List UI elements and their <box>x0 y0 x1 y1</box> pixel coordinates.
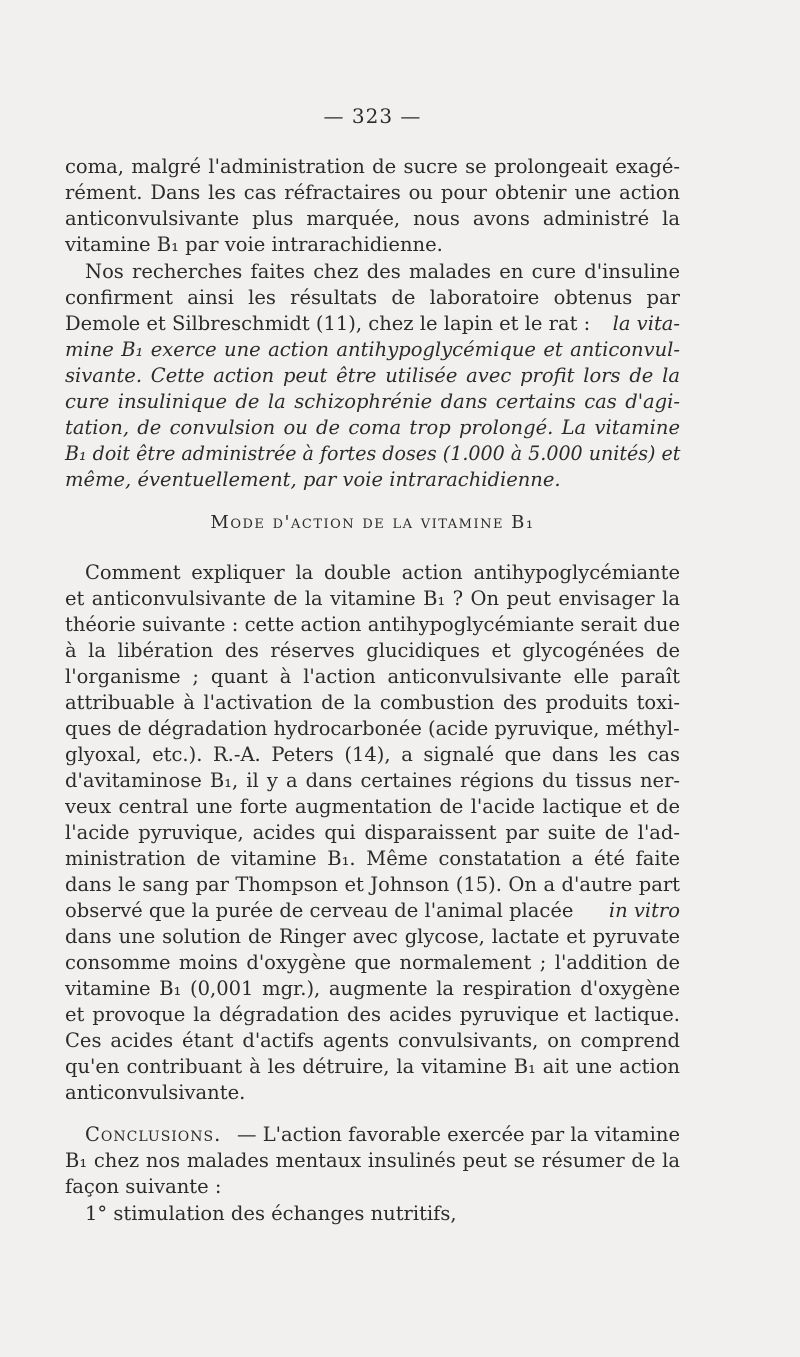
text-line: ministration de vitamine B₁. Même constatation a été faite <box>65 847 680 870</box>
text-line: qu'en contribuant à les détruire, la vitamine B₁ ait une action <box>65 1055 680 1078</box>
page-number: — 323 — <box>323 104 422 128</box>
text-roman: — L'action favorable exercée par la vitamine <box>237 1123 680 1146</box>
text-line: façon suivante : <box>65 1175 222 1198</box>
text-line-italic: même, éventuellement, par voie intrarachidienne. <box>65 468 561 491</box>
text-line-mixed <box>65 311 680 336</box>
text-line: et anticonvulsivante de la vitamine B₁ ? On peut envisager la <box>65 587 680 610</box>
text-line: et provoque la dégradation des acides pyruvique et lactique. <box>65 1003 680 1026</box>
text-italic: in vitro <box>608 899 680 922</box>
text-line: veux central une forte augmentation de l'acide lactique et de <box>65 795 680 818</box>
text-line: vitamine B₁ par voie intrarachidienne. <box>65 233 443 256</box>
text-roman: observé que la purée de cerveau de l'animal placée <box>65 899 574 922</box>
text-line: attribuable à l'activation de la combustion des produits toxi- <box>65 691 680 714</box>
text-line: à la libération des réserves glucidiques et glycogénées de <box>65 639 680 662</box>
text-italic: la vita- <box>612 312 680 335</box>
list-item: 1° stimulation des échanges nutritifs, <box>85 1202 457 1225</box>
text-line: consomme moins d'oxygène que normalement ; l'addition de <box>65 951 680 974</box>
text-line: dans le sang par Thompson et Johnson (15). On a d'autre part <box>65 873 680 896</box>
text-line: Nos recherches faites chez des malades en cure d'insuline <box>85 260 680 283</box>
text-line: vitamine B₁ (0,001 mgr.), augmente la respiration d'oxygène <box>65 977 680 1000</box>
text-line: rément. Dans les cas réfractaires ou pour obtenir une action <box>65 181 680 204</box>
text-line: l'acide pyruvique, acides qui disparaissent par suite de l'ad- <box>65 821 680 844</box>
text-line: d'avitaminose B₁, il y a dans certaines régions du tissus ner- <box>65 769 680 792</box>
text-line-italic: cure insulinique de la schizophrénie dans certains cas d'agi- <box>65 390 680 413</box>
text-line: glyoxal, etc.). R.-A. Peters (14), a signalé que dans les cas <box>65 743 680 766</box>
text-line: anticonvulsivante. <box>65 1081 246 1104</box>
text-line-italic: tation, de convulsion ou de coma trop prolongé. La vitamine <box>65 416 680 439</box>
text-line: Comment expliquer la double action antihypoglycémiante <box>85 561 680 584</box>
text-line-italic: B₁ doit être administrée à fortes doses (1.000 à 5.000 unités) et <box>65 442 681 465</box>
text-line-italic: mine B₁ exerce une action antihypoglycémique et anticonvul- <box>65 338 680 361</box>
text-line: ques de dégradation hydrocarbonée (acide pyruvique, méthyl- <box>65 717 680 740</box>
text-line: confirment ainsi les résultats de laboratoire obtenus par <box>65 286 680 309</box>
conclusions-label: Conclusions. <box>85 1123 222 1146</box>
text-line: Ces acides étant d'actifs agents convulsivants, on comprend <box>65 1029 680 1052</box>
section-heading: Mode d'action de la vitamine B₁ <box>210 512 535 533</box>
text-line: anticonvulsivante plus marquée, nous avons administré la <box>65 207 680 230</box>
text-line-italic: sivante. Cette action peut être utilisée avec profit lors de la <box>65 364 680 387</box>
text-line: dans une solution de Ringer avec glycose, lactate et pyruvate <box>65 925 680 948</box>
text-line: théorie suivante : cette action antihypoglycémiante serait due <box>65 613 680 636</box>
text-line: coma, malgré l'administration de sucre se prolongeait exagé- <box>65 155 680 178</box>
text-line: l'organisme ; quant à l'action anticonvulsivante elle paraît <box>65 665 680 688</box>
text-line: B₁ chez nos malades mentaux insulinés peut se résumer de la <box>65 1149 680 1172</box>
text-line-mixed <box>65 898 680 923</box>
conclusions-line <box>85 1122 680 1147</box>
text-roman: Demole et Silbreschmidt (11), chez le lapin et le rat : <box>65 312 591 335</box>
